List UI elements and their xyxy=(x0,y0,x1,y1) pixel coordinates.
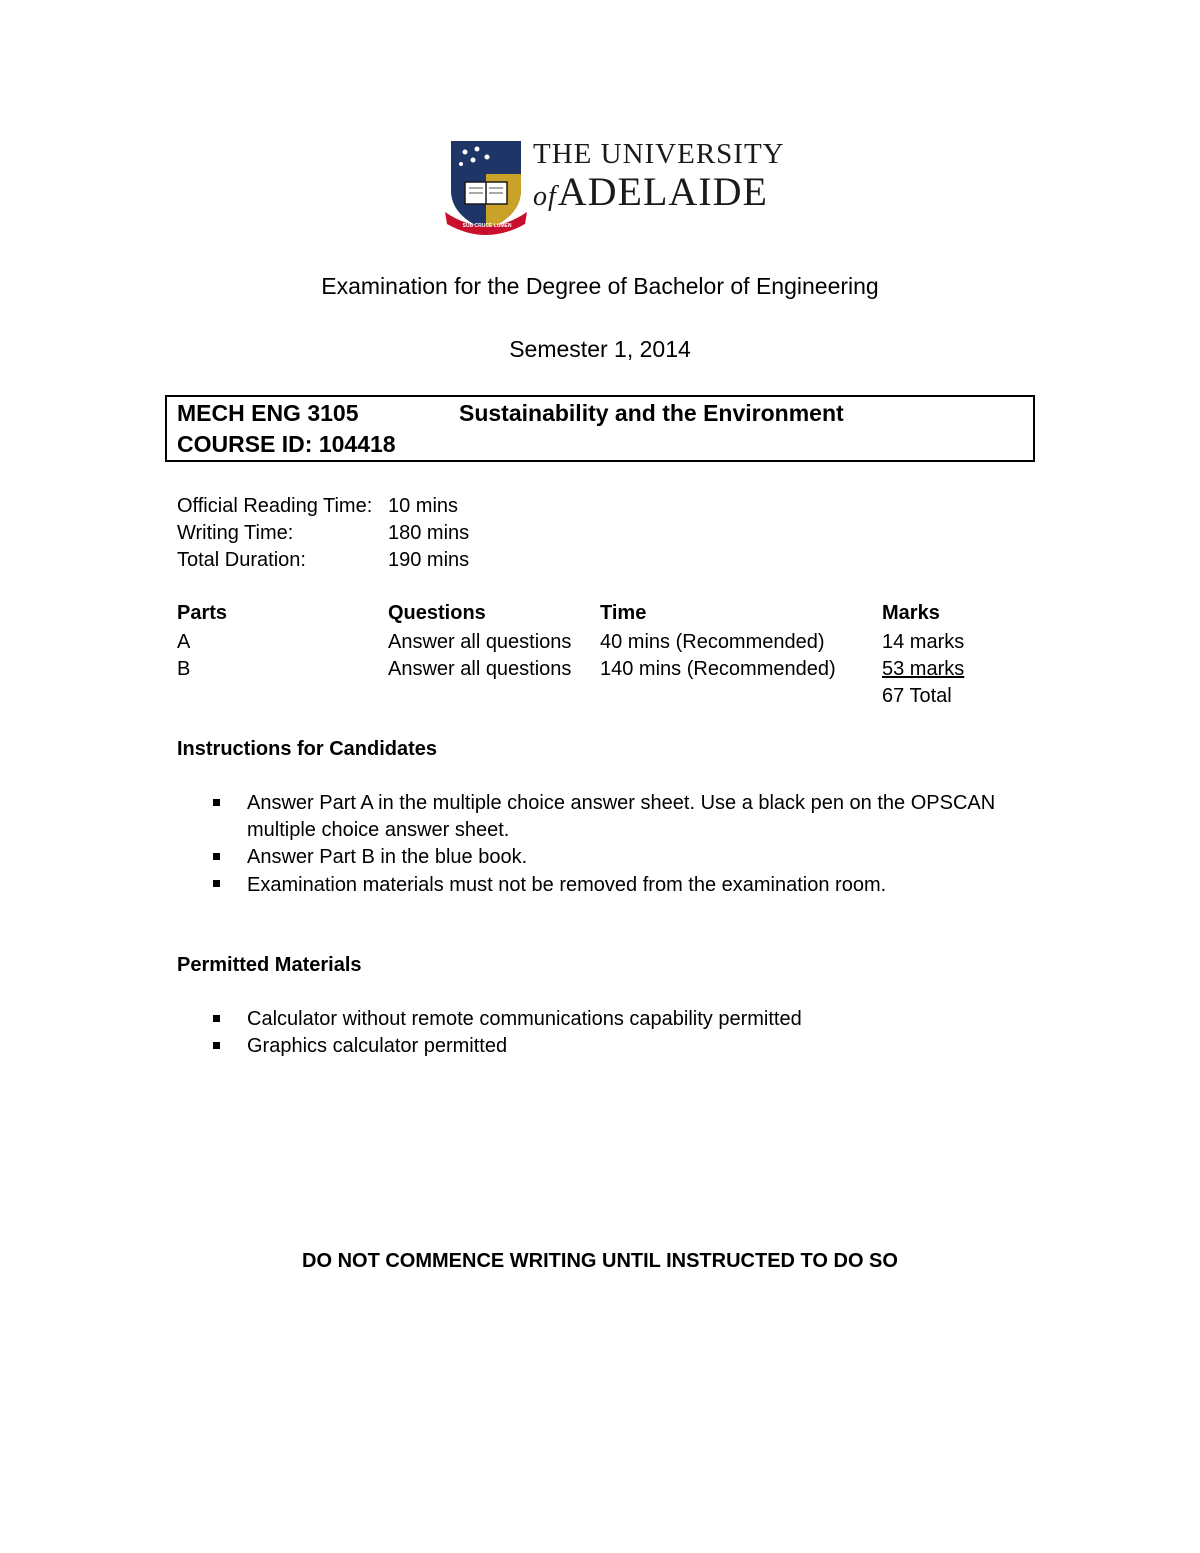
course-id: COURSE ID: 104418 xyxy=(177,431,396,457)
permitted-heading: Permitted Materials xyxy=(177,954,362,976)
logo-text-of: of xyxy=(533,181,557,212)
table-cell-marks: 53 marks xyxy=(882,658,965,680)
bullet-icon xyxy=(213,799,220,806)
timing-label: Official Reading Time: xyxy=(177,495,373,517)
timing-value: 180 mins xyxy=(388,522,470,544)
timing-label: Total Duration: xyxy=(177,549,306,571)
table-header-questions: Questions xyxy=(388,602,486,624)
bullet-icon xyxy=(213,853,220,860)
table-cell-part: A xyxy=(177,631,191,653)
timing-value: 10 mins xyxy=(388,495,459,517)
table-cell-time: 40 mins (Recommended) xyxy=(600,631,825,653)
logo-text-university: THE UNIVERSITY xyxy=(533,138,785,170)
timing-label: Writing Time: xyxy=(177,522,294,544)
semester: Semester 1, 2014 xyxy=(509,336,691,362)
table-cell-part: B xyxy=(177,658,191,680)
footer-notice: DO NOT COMMENCE WRITING UNTIL INSTRUCTED TO DO SO xyxy=(302,1250,898,1272)
instruction-item: Examination materials must not be removed from the examination room. xyxy=(247,874,887,896)
permitted-item: Calculator without remote communications capability permitted xyxy=(247,1008,802,1030)
table-header-marks: Marks xyxy=(882,602,940,624)
instruction-item: Answer Part A in the multiple choice answer sheet. Use a black pen on the OPSCAN xyxy=(247,792,996,814)
bullet-icon xyxy=(213,1042,220,1049)
course-name: Sustainability and the Environment xyxy=(459,400,844,426)
table-cell-questions: Answer all questions xyxy=(388,631,572,653)
permitted-item: Graphics calculator permitted xyxy=(247,1035,508,1057)
university-logo xyxy=(443,138,785,238)
logo-text-adelaide xyxy=(533,168,768,215)
table-cell-questions: Answer all questions xyxy=(388,658,572,680)
table-cell-time: 140 mins (Recommended) xyxy=(600,658,836,680)
exam-title: Examination for the Degree of Bachelor of Engineering xyxy=(321,273,879,299)
course-code: MECH ENG 3105 xyxy=(177,400,359,426)
instruction-item-continued: multiple choice answer sheet. xyxy=(247,819,510,841)
instruction-item: Answer Part B in the blue book. xyxy=(247,846,528,868)
course-box xyxy=(165,395,1035,462)
bullet-icon xyxy=(213,1015,220,1022)
bullet-icon xyxy=(213,880,220,887)
table-total: 67 Total xyxy=(882,685,952,707)
logo-motto: SUB CRUCE LUMEN xyxy=(462,223,512,229)
logo-text-name: ADELAIDE xyxy=(557,169,768,214)
timing-value: 190 mins xyxy=(388,549,470,571)
table-cell-marks: 14 marks xyxy=(882,631,965,653)
table-header-time: Time xyxy=(600,602,647,624)
instructions-heading: Instructions for Candidates xyxy=(177,738,438,760)
table-header-parts: Parts xyxy=(177,602,228,624)
